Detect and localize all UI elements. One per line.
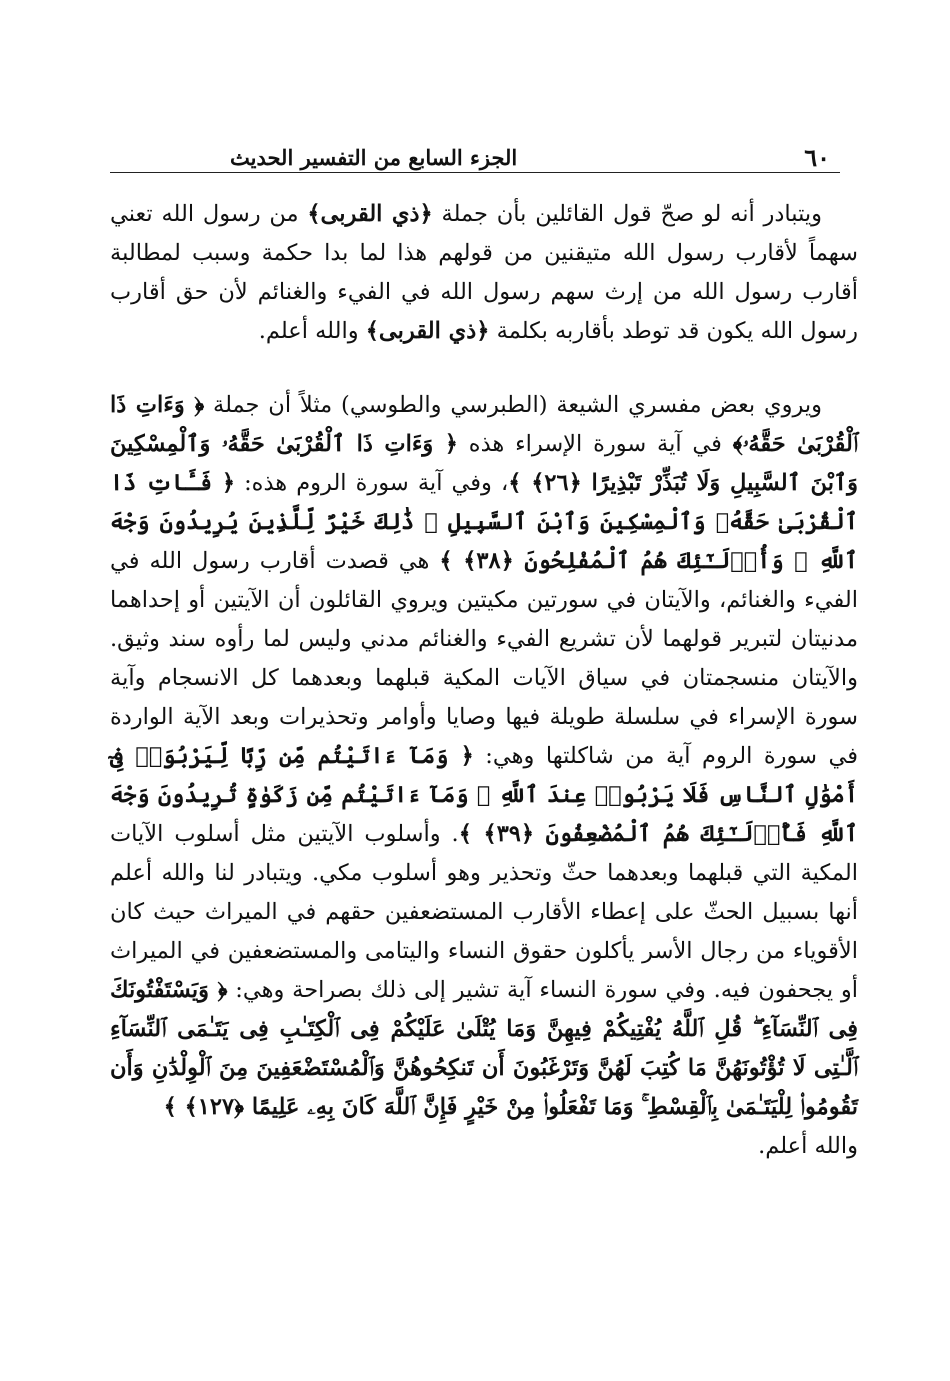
running-header xyxy=(110,138,840,173)
quran-quote: ﴿ذي القربى﴾ xyxy=(307,201,433,227)
quran-verse-isra-26: ﴿ وَءَاتِ ذَا ٱلْقُرْبَىٰ حَقَّهُۥ وَٱلْمِسْكِينَ وَٱبْنَ ٱلسَّبِيلِ وَلَا تُبَذِّرْ تَبْذِيرًا ﴿٢٦﴾ ﴾ xyxy=(110,431,858,496)
para2-text-4: هي قصدت أقارب رسول الله في الفيء والغنائم، والآيتان في سورتين مكيتين ويروي القائلون أن الآيتين أو إحداهما مدنيتان لتبرير قولهما لأن تشريع الفيء والغنائم مدني وليس لما رأوه سند وثيق. والآيتان منسجمتان في سياق الآيات المكية قبلهما وبعدهما كل الانسجام وآية سورة الإسراء في سلسلة طويلة فيها وصايا وأوامر وتحذيرات وبعد الآية الواردة في سورة الروم آية من شاكلتها وهي: xyxy=(110,548,858,769)
quran-verse-isra-phrase: ﴿ وَءَاتِ ذَا ٱلْقُرْبَىٰ حَقَّهُۥ﴾ xyxy=(110,392,858,457)
quran-verse-rum-39: ﴿ وَمَآ ءَاتَيْتُم مِّن رِّبًا لِّيَرْبُوَا۟ فِىٓ أَمْوَٰلِ ٱلنَّاسِ فَلَا يَرْبُوا۟ عِندَ ٱللَّهِ ۖ وَمَآ ءَاتَيْتُم مِّن زَكَوٰةٍ تُرِيدُونَ وَجْهَ ٱللَّهِ فَأُو۟لَـٰٓئِكَ هُمُ ٱلْمُضْعِفُونَ ﴿٣٩﴾ ﴾ xyxy=(110,743,859,847)
para2-text-3: ، وفي آية سورة الروم هذه: xyxy=(235,470,509,496)
para2-text-2: في آية سورة الإسراء هذه xyxy=(457,431,733,457)
quran-verse-rum-38: ﴿ فَـَٔاتِ ذَا ٱلْقُرْبَىٰ حَقَّهُۥ وَٱلْمِسْكِينَ وَٱبْنَ ٱلسَّبِيلِ ۚ ذَٰلِكَ خَيْرٌ لِّلَّذِينَ يُرِيدُونَ وَجْهَ ٱللَّهِ ۖ وَأُو۟لَـٰٓئِكَ هُمُ ٱلْمُفْلِحُونَ ﴿٣٨﴾ ﴾ xyxy=(110,470,858,574)
page-body xyxy=(110,195,858,1166)
para2-text-5: . وأسلوب الآيتين مثل أسلوب الآيات المكية التي قبلهما وبعدهما حثّ وتحذير وهو أسلوب مكي. ويتبادر لنا والله أعلم أنها بسبيل الحثّ على إعطاء الأقارب المستضعفين حقهم في الميراث حيث كان الأقوياء من رجال الأسر يأكلون حقوق النساء واليتامى والمستضعفين في الميراث أو يجحفون فيه. وفي سورة النساء آية تشير إلى ذلك بصراحة وهي: xyxy=(110,821,858,1003)
book-part-title: الجزء السابع من التفسير الحديث xyxy=(230,145,518,170)
quran-quote: ﴿ذي القربى﴾ xyxy=(365,318,490,344)
para1-text-3: والله أعلم. xyxy=(258,318,366,344)
paragraph-2 xyxy=(110,386,858,1127)
quran-verse-nisa-127: ﴿ وَيَسْتَفْتُونَكَ فِى ٱلنِّسَآءِ ۖ قُلِ ٱللَّهُ يُفْتِيكُمْ فِيهِنَّ وَمَا يُتْلَىٰ عَلَيْكُمْ فِى ٱلْكِتَـٰبِ فِى يَتَـٰمَى ٱلنِّسَآءِ ٱلَّـٰتِى لَا تُؤْتُونَهُنَّ مَا كُتِبَ لَهُنَّ وَتَرْغَبُونَ أَن تَنكِحُوهُنَّ وَٱلْمُسْتَضْعَفِينَ مِنَ ٱلْوِلْدَٰنِ وَأَن تَقُومُوا۟ لِلْيَتَـٰمَىٰ بِٱلْقِسْطِ ۚ وَمَا تَفْعَلُوا۟ مِنْ خَيْرٍ فَإِنَّ ٱللَّهَ كَانَ بِهِۦ عَلِيمًا ﴿١٢٧﴾ ﴾ xyxy=(110,977,858,1120)
closing-line: والله أعلم. xyxy=(758,1133,858,1159)
para1-text-1: ويتبادر أنه لو صحّ قول القائلين بأن جملة xyxy=(432,201,822,227)
page-number: ٦٠ xyxy=(804,143,830,172)
paragraph-1 xyxy=(110,195,858,351)
para1-text-2: من رسول الله تعني سهماً لأقارب رسول الله متيقنين من قولهم هذا لما بدا حكمة وسبب لمطالبة أقارب رسول الله من إرث سهم رسول الله في الفيء والغنائم لأن حق أقارب رسول الله يكون قد توطد بأقاربه بكلمة xyxy=(110,201,858,344)
para2-text-1: ويروي بعض مفسري الشيعة (الطبرسي والطوسي) مثلاً أن جملة xyxy=(204,392,822,418)
